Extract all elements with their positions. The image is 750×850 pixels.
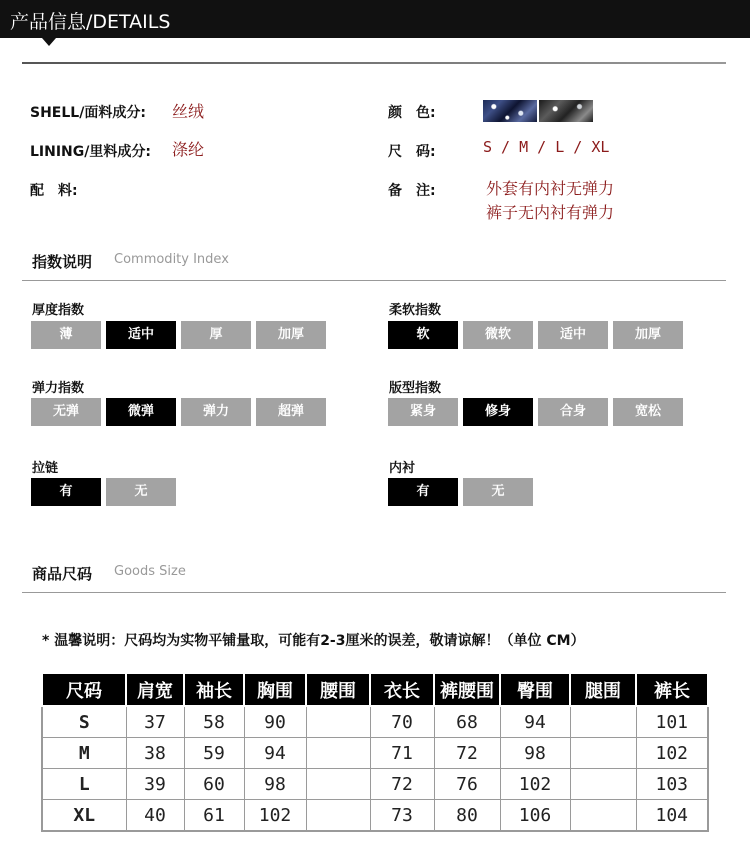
fit-title: 版型指数 (389, 381, 442, 396)
size-table-header-cell: 臀围 (500, 673, 570, 706)
index-section-subtitle: Commodity Index (114, 252, 229, 267)
table-cell: 71 (370, 738, 434, 769)
size-table-header-cell: 裤长 (636, 673, 708, 706)
size-value: S / M / L / XL (483, 138, 610, 156)
elasticity-title: 弹力指数 (32, 381, 85, 396)
table-cell: 39 (126, 769, 184, 800)
table-cell: S (42, 706, 126, 738)
inner-lining-option-2: 无 (463, 478, 533, 506)
table-cell: 94 (244, 738, 306, 769)
table-row (42, 800, 708, 832)
index-divider (22, 280, 726, 281)
table-row (42, 706, 708, 738)
thickness-option-1: 薄 (31, 321, 101, 349)
softness-options (388, 321, 688, 349)
table-cell (306, 769, 370, 800)
navy-floral-swatch (483, 100, 537, 122)
color-swatches (483, 100, 593, 122)
table-cell: 98 (500, 738, 570, 769)
fit-option-2: 修身 (463, 398, 533, 426)
table-cell: 98 (244, 769, 306, 800)
table-cell: 38 (126, 738, 184, 769)
table-cell: 40 (126, 800, 184, 832)
size-table-header-cell: 肩宽 (126, 673, 184, 706)
table-cell (570, 738, 636, 769)
table-cell (570, 800, 636, 832)
goods-section-title: 商品尺码 (32, 565, 93, 583)
size-table-header-cell: 腰围 (306, 673, 370, 706)
softness-option-2: 微软 (463, 321, 533, 349)
table-cell: 104 (636, 800, 708, 832)
fit-option-3: 合身 (538, 398, 608, 426)
softness-title: 柔软指数 (389, 303, 442, 318)
goods-section-subtitle: Goods Size (114, 564, 186, 579)
table-cell: 76 (434, 769, 500, 800)
fit-option-1: 紧身 (388, 398, 458, 426)
shell-label: SHELL/面料成分: (30, 105, 146, 121)
index-section-title: 指数说明 (32, 253, 93, 271)
size-table-body (42, 706, 708, 831)
table-cell: 102 (636, 738, 708, 769)
zipper-option-1: 有 (31, 478, 101, 506)
goods-divider (22, 592, 726, 593)
shell-value: 丝绒 (172, 102, 205, 121)
elasticity-option-3: 弹力 (181, 398, 251, 426)
softness-option-4: 加厚 (613, 321, 683, 349)
table-cell: 58 (184, 706, 244, 738)
zipper-options (31, 478, 181, 506)
page-title: 产品信息/DETAILS (10, 11, 171, 33)
size-table-header-cell: 胸围 (244, 673, 306, 706)
elasticity-option-4: 超弹 (256, 398, 326, 426)
thickness-title: 厚度指数 (32, 303, 85, 318)
table-cell (570, 706, 636, 738)
header-notch (42, 38, 56, 46)
measurement-note: * 温馨说明：尺码均为实物平铺量取，可能有2-3厘米的误差，敬请谅解！（单位 CM） (42, 633, 585, 649)
remark-label: 备 注: (388, 183, 436, 199)
elasticity-option-2: 微弹 (106, 398, 176, 426)
fit-option-4: 宽松 (613, 398, 683, 426)
table-cell: 103 (636, 769, 708, 800)
table-cell (306, 706, 370, 738)
lining-value: 涤纶 (172, 140, 205, 159)
black-floral-swatch (539, 100, 593, 122)
size-table-header-cell: 腿围 (570, 673, 636, 706)
thickness-option-4: 加厚 (256, 321, 326, 349)
table-cell: M (42, 738, 126, 769)
elasticity-option-1: 无弹 (31, 398, 101, 426)
table-cell (306, 738, 370, 769)
fit-options (388, 398, 688, 426)
table-cell: 61 (184, 800, 244, 832)
inner-lining-title: 内衬 (389, 461, 416, 476)
table-cell: 101 (636, 706, 708, 738)
table-cell: 60 (184, 769, 244, 800)
table-cell: L (42, 769, 126, 800)
remark-line-2: 裤子无内衬有弹力 (486, 203, 615, 222)
color-label: 颜 色: (388, 105, 436, 121)
softness-option-3: 适中 (538, 321, 608, 349)
table-row (42, 769, 708, 800)
table-cell: 94 (500, 706, 570, 738)
table-cell: 72 (434, 738, 500, 769)
table-cell: 37 (126, 706, 184, 738)
elasticity-options (31, 398, 331, 426)
size-table (41, 672, 709, 832)
size-table-header (42, 673, 708, 706)
softness-option-1: 软 (388, 321, 458, 349)
size-table-header-cell: 裤腰围 (434, 673, 500, 706)
size-table-header-cell: 衣长 (370, 673, 434, 706)
thickness-option-2: 适中 (106, 321, 176, 349)
zipper-title: 拉链 (32, 461, 59, 476)
size-label: 尺 码: (388, 144, 436, 160)
thickness-options (31, 321, 331, 349)
table-cell: 68 (434, 706, 500, 738)
zipper-option-2: 无 (106, 478, 176, 506)
size-table-header-cell: 袖长 (184, 673, 244, 706)
inner-lining-option-1: 有 (388, 478, 458, 506)
thickness-option-3: 厚 (181, 321, 251, 349)
table-cell: 90 (244, 706, 306, 738)
table-cell: 70 (370, 706, 434, 738)
table-row (42, 738, 708, 769)
inner-lining-options (388, 478, 538, 506)
lining-label: LINING/里料成分: (30, 144, 151, 160)
table-cell (570, 769, 636, 800)
header-divider (22, 62, 726, 64)
remark-line-1: 外套有内衬无弹力 (486, 179, 615, 198)
table-cell: XL (42, 800, 126, 832)
table-cell: 106 (500, 800, 570, 832)
accessory-label: 配 料: (30, 183, 78, 199)
table-cell: 102 (244, 800, 306, 832)
table-cell (306, 800, 370, 832)
table-cell: 72 (370, 769, 434, 800)
table-cell: 102 (500, 769, 570, 800)
table-cell: 80 (434, 800, 500, 832)
size-table-header-cell: 尺码 (42, 673, 126, 706)
table-cell: 59 (184, 738, 244, 769)
table-cell: 73 (370, 800, 434, 832)
